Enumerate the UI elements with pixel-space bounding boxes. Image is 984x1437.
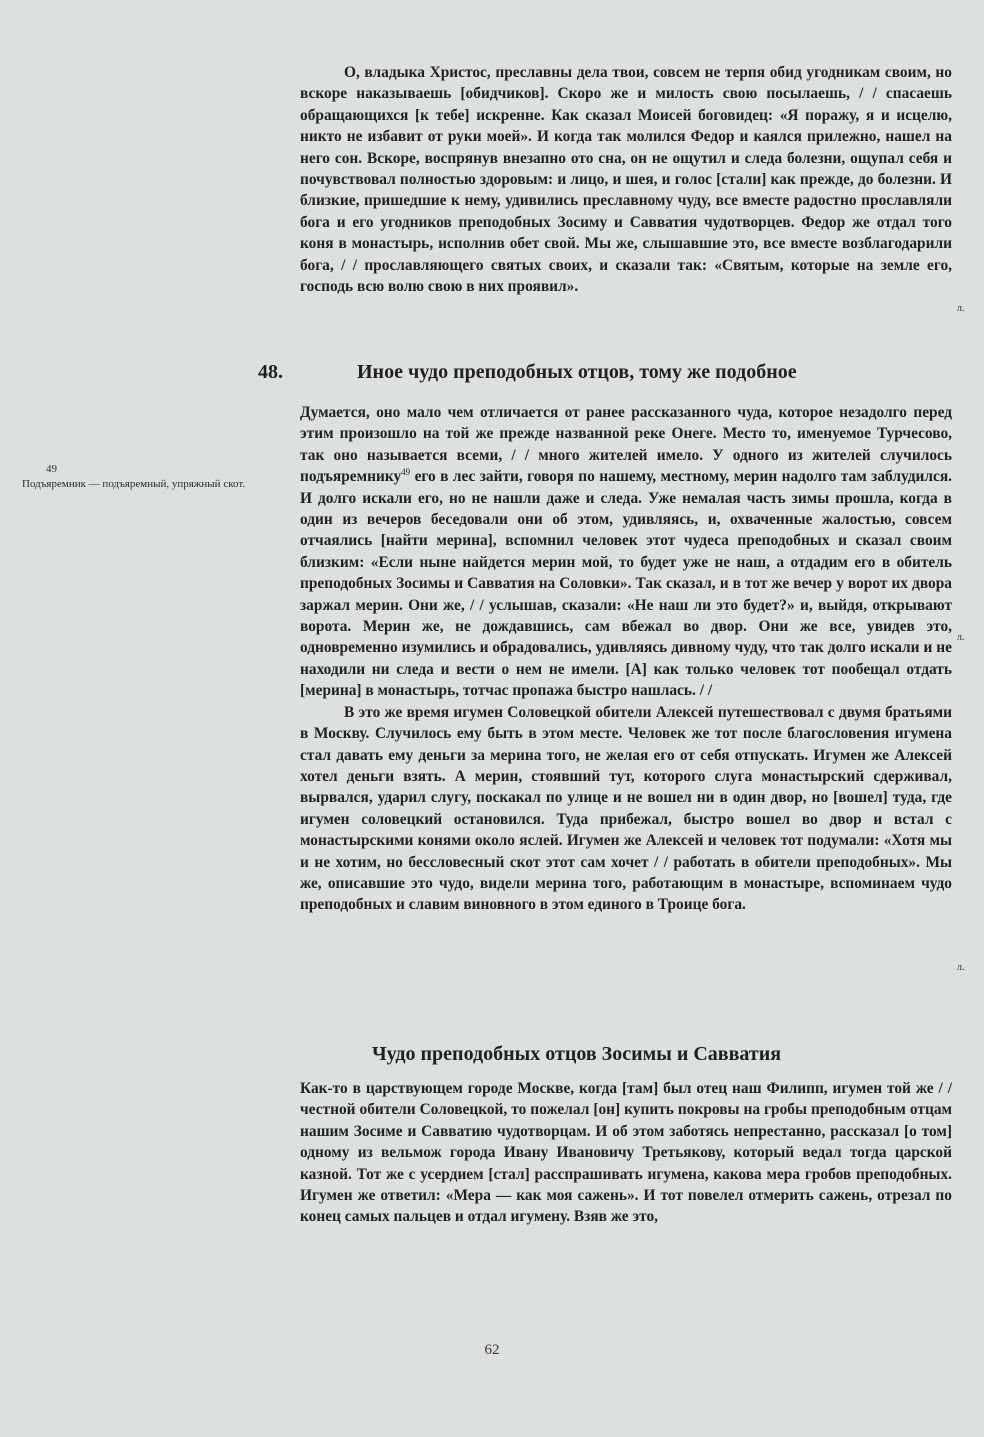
paragraph-2 xyxy=(300,402,952,702)
section-heading: Чудо преподобных отцов Зосимы и Савватия xyxy=(372,1043,782,1065)
footnote-reference: 49 xyxy=(401,467,411,478)
footnote-text: Подъяремник — подъяремный, упряжный скот. xyxy=(22,478,246,490)
paragraph-4: Как-то в царствующем городе Москве, когда [там] был отец наш Филипп, игумен той же / / честной обители Соловецкой, то пожелал [он] купить покровы на гробы преподобным отцам нашим Зосиме и Савватию чудотворцам. И об этом заботясь непрестанно, рассказал [о том] одному из вельмож города Ивану Ивановичу Третьякову, который ведал тогда царской казной. Тот же с усердием [стал] расспрашивать игумена, какова мера гробов преподобных. Игумен же ответил: «Мера — как моя сажень». И тот повелел отмерить сажень, отрезал по конец самых пальцев и отдал игумену. Взяв же это, xyxy=(300,1080,952,1226)
paragraph-3: В это же время игумен Соловецкой обители Алексей путешествовал с двумя братьями в Москву. Случилось ему быть в этом месте. Человек же тот после благословения игумена стал давать ему деньги за мерина того, не желая его от себя отпускать. Игумен же Алексей хотел деньги взять. А мерин, стоявший тут, которого слуга монастырский сдерживал, вырвался, ударил слугу, поскакал по улице и не вошел ни в один двор, но [вошел] туда, где игумен соловецкий остановился. Туда прибежал, быстро вошел во двор и встал с монастырскими конями около яслей. Игумен же Алексей и человек тот подумали: «Хотя мы и не хотим, но бессловесный скот этот сам хочет / / работать в обители преподобных». Мы же, описавшие это чудо, видели мерина того, работающим в монастыре, вспоминаем чудо преподобных и славим виновного в этом единого в Троице бога. xyxy=(300,703,952,914)
margin-folio-mark: л. xyxy=(957,632,965,643)
chapter-heading: Иное чудо преподобных отцов, тому же подобное xyxy=(357,361,797,383)
paragraph-2-part-a: Думается, оно мало чем отличается от ранее рассказанного чуда, которое незадолго перед этим произошло на той же прежде названной реке Онеге. Место то, именуемое Турчесово, так оно называется всеми, / / много жителей имело. У одного из жителей случилось подъяремнику xyxy=(300,404,952,486)
page-number: 62 xyxy=(484,1342,500,1358)
footnote-number: 49 xyxy=(46,463,57,475)
text-block-1 xyxy=(300,62,952,297)
paragraph-1: О, владыка Христос, преславны дела твои, совсем не терпя обид угодникам своим, но вскоре наказываешь [обидчиков]. Скоро же и милость свою посылаешь, / / спасаешь обращающихся [к тебе] искренне. Как сказал Моисей боговидец: «Я поражу, я и исцелю, никто не избавит от руки моей». И когда так молился Федор и каялся прилежно, нашел на него сон. Вскоре, воспрянув внезапно ото сна, он не ощутил и следа болезни, ощупал себя и почувствовал полностью здоровым: и лицо, и шея, и голос [стали] как прежде, до болезни. И близкие, пришедшие к нему, удивились преславному чуду, все вместе радостно прославляли бога и его угодников преподобных Зосиму и Савватия чудотворцев. Федор же отдал того коня в монастырь, исполнив обет свой. Мы же, слышавшие это, все вместе возблагодарили бога, / / прославляющего святых своих, и сказали так: «Святым, которые на земле его, господь всю волю свою в них проявил». xyxy=(300,64,952,296)
chapter-number: 48. xyxy=(258,361,283,383)
text-block-2 xyxy=(300,402,952,916)
paragraph-2-part-b: его в лес зайти, говоря по нашему, местному, мерин надолго там заблудился. И долго искали его, но не нашли даже и следа. Уже немалая часть зимы прошла, когда в один из вечеров беседовали они об этом, удивляясь, и, охваченные жалостью, совсем отчаялись [найти мерина], вспомнил человек этот чудеса преподобных и сказал своим близким: «Если ныне найдется мерин мой, то будет уже не наш, а отдадим его в обитель преподобных Зосимы и Савватия на Соловки». Так сказал, и в тот же вечер у ворот их двора заржал мерин. Они же, / / услышав, сказали: «Не наш ли это будет?» и, выйдя, открывают ворота. Мерин же, не дождавшись, сам вбежал во двор. Они же все, увидев это, одновременно изумились и обрадовались, удивляясь дивному чуду, что так долго искали и не находили ни следа и вести о нем не имели. [А] как только человек тот пообещал отдать [мерина] в монастырь, тотчас пропажа быстро нашлась. / / xyxy=(300,468,952,700)
margin-folio-mark: л. xyxy=(957,303,965,314)
text-block-3 xyxy=(300,1078,952,1228)
margin-folio-mark: л. xyxy=(957,962,965,973)
